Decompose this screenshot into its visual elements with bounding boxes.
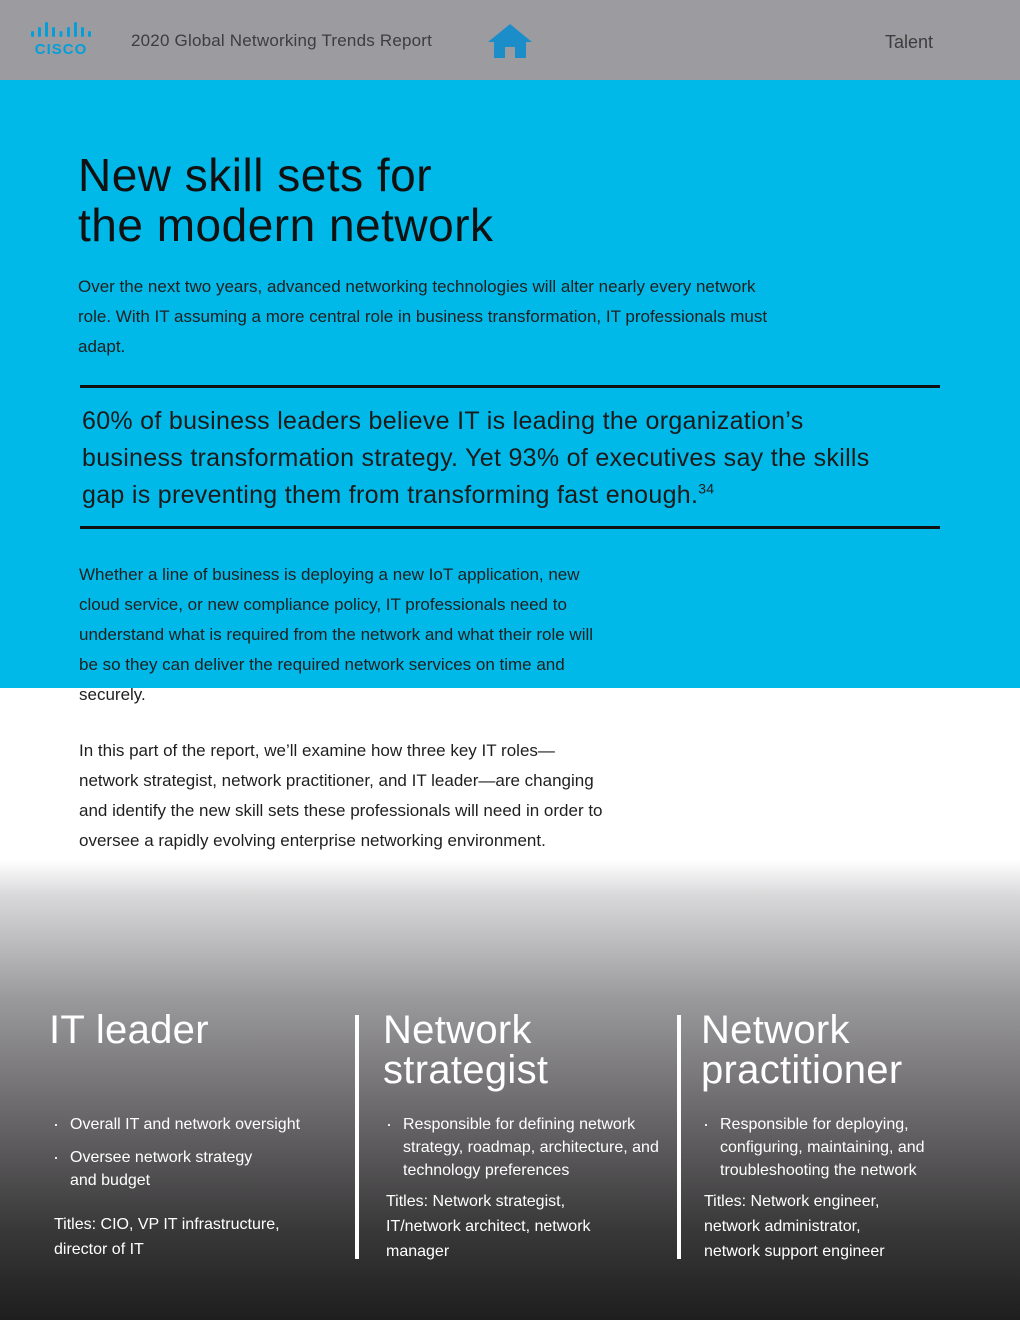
header-bar [0,0,1020,80]
list-item: · Responsible for defining network strategy, roadmap, architecture, and technology preferences [386,1113,661,1182]
callout-rule-top [80,385,940,388]
role-bullet-list [53,1113,339,1192]
callout-footnote[interactable]: 34 [698,480,715,497]
cisco-logo[interactable] [30,22,92,60]
headline-line-1: New skill sets for [78,149,433,201]
column-divider [677,1015,681,1259]
callout-text: 60% of business leaders believe IT is leading the organization’s business transformation strategy. Yet 93% of executives say the skills gap is preventing them from transforming fast enough. [82,407,870,509]
role-bullet-list [386,1113,663,1182]
role-bullet-list [703,1113,981,1182]
body-paragraph-1: Whether a line of business is deploying a new IoT application, new cloud service, or new compliance policy, IT professionals need to understand what is required from the network and what their role will be so they can deliver the required network services on time and securely. [79,565,594,704]
role-title-line-2: practitioner [701,1048,903,1092]
page-headline [78,150,778,250]
role-it-leader [49,1010,339,1262]
role-title-line-2: strategist [383,1048,549,1092]
role-network-practitioner [701,1010,981,1264]
callout-quote [82,403,882,514]
home-icon[interactable] [486,22,534,60]
column-divider [355,1015,359,1259]
role-title-line-1: Network [383,1008,532,1052]
list-item: · Overall IT and network oversight [53,1113,339,1136]
list-item: · Responsible for deploying, configuring, maintaining, and troubleshooting the network [703,1113,948,1182]
cisco-logo-text: CISCO [34,41,88,58]
role-title [49,1010,339,1050]
role-network-strategist [383,1010,663,1264]
report-title: 2020 Global Networking Trends Report [131,31,433,50]
role-titles: Titles: CIO, VP IT infrastructure, director of IT [54,1216,280,1258]
section-label[interactable]: Talent [885,32,934,52]
callout-rule-bottom [80,526,940,529]
body-paragraph-2: In this part of the report, we’ll examine how three key IT roles—network strategist, network practitioner, and IT leader—are changing and identify the new skill sets these professionals will need in order to oversee a rapidly evolving enterprise networking environment. [79,741,603,850]
role-title-line-1: Network [701,1008,850,1052]
role-title [383,1010,663,1090]
intro-paragraph: Over the next two years, advanced networking technologies will alter nearly every network role. With IT assuming a more central role in business transformation, IT professionals must adapt. [78,277,768,356]
role-title-line-1: IT leader [49,1008,209,1052]
role-titles: Titles: Network engineer, network administrator, network support engineer [704,1193,885,1260]
cisco-bridge-icon [30,22,92,40]
headline-line-2: the modern network [78,199,494,251]
role-titles: Titles: Network strategist, IT/network architect, network manager [386,1193,591,1260]
list-item: · Oversee network strategy and budget [53,1146,283,1192]
role-title [701,1010,981,1090]
